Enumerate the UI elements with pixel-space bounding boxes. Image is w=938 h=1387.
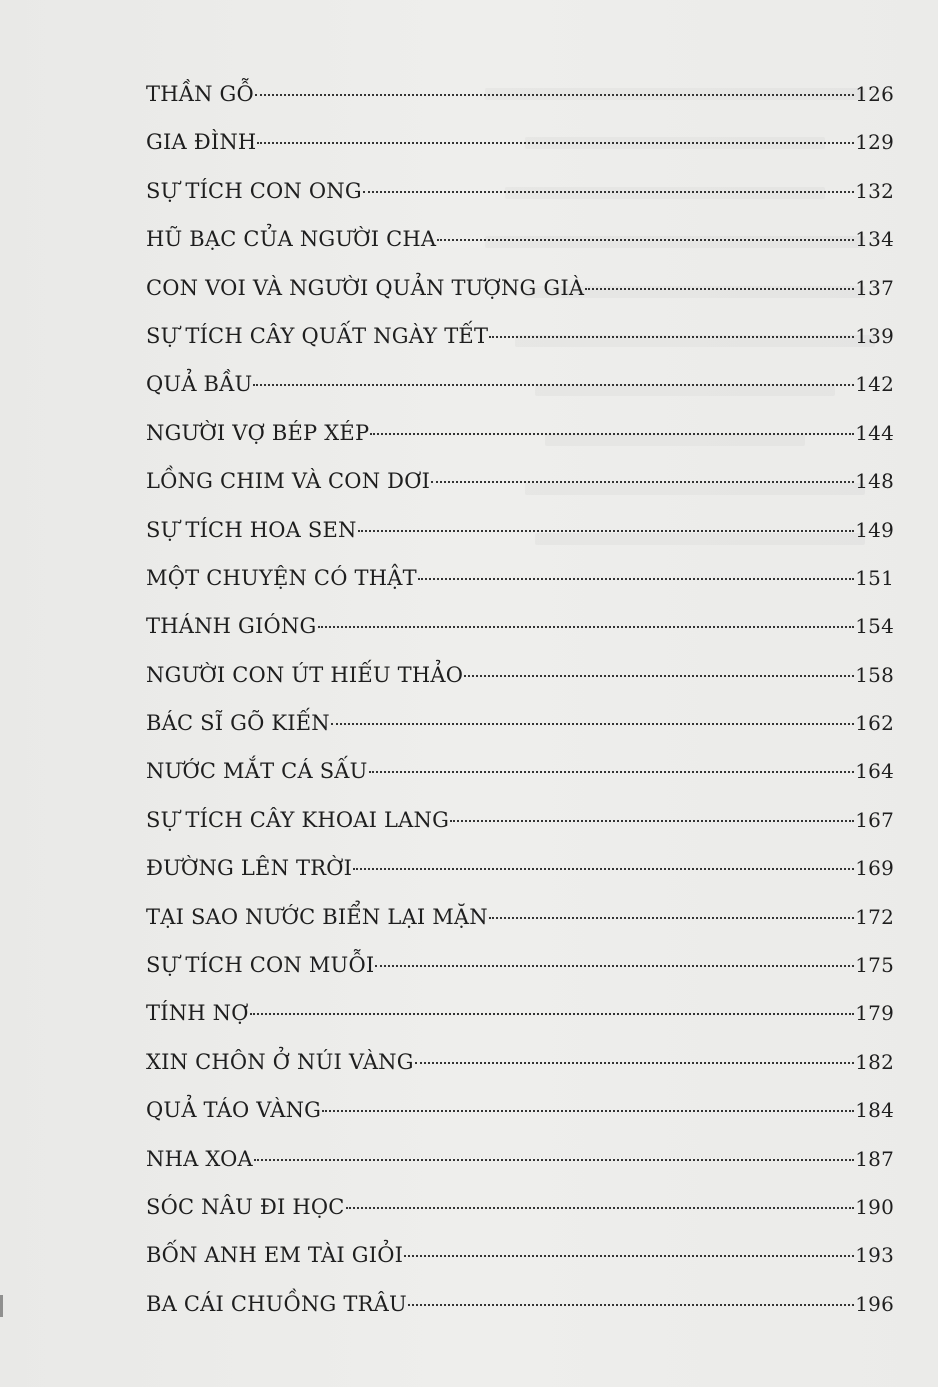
toc-entry-page: 167: [855, 807, 894, 832]
toc-entry-page: 142: [855, 372, 894, 397]
dot-leader: [370, 433, 854, 435]
toc-entry-title: XIN CHÔN Ở NÚI VÀNG: [146, 1049, 414, 1074]
toc-entry-page: 196: [855, 1291, 894, 1316]
toc-entry: [146, 421, 894, 469]
toc-entry: [146, 1098, 894, 1146]
toc-entry-title: SỰ TÍCH CON MUỖI: [146, 953, 375, 978]
toc-entry: [146, 276, 894, 324]
toc-entry-title: QUẢ TÁO VÀNG: [146, 1098, 322, 1123]
dot-leader: [375, 965, 854, 967]
toc-entry-page: 164: [855, 759, 894, 784]
toc-entry: [146, 1243, 894, 1291]
toc-entry: [146, 953, 894, 1001]
dot-leader: [418, 578, 854, 580]
toc-entry-title: GIA ĐÌNH: [146, 130, 257, 155]
dot-leader: [450, 820, 854, 822]
toc-entry-title: THÁNH GIÓNG: [146, 614, 317, 639]
toc-entry-page: 144: [855, 420, 894, 445]
toc-entry-title: LỒNG CHIM VÀ CON DƠI: [146, 469, 431, 494]
dot-leader: [254, 1159, 854, 1161]
toc-entry: [146, 1195, 894, 1243]
dot-leader: [404, 1255, 854, 1257]
toc-entry-page: 179: [855, 1001, 894, 1026]
dot-leader: [318, 626, 855, 628]
toc-entry-title: TẠI SAO NƯỚC BIỂN LẠI MẶN: [146, 904, 488, 929]
toc-entry-page: 172: [855, 904, 894, 929]
toc-entry-title: BỐN ANH EM TÀI GIỎI: [146, 1243, 404, 1268]
toc-entry-title: SỰ TÍCH CÂY KHOAI LANG: [146, 807, 450, 832]
toc-entry-title: NHA XOA: [146, 1146, 253, 1171]
dot-leader: [255, 94, 854, 96]
dot-leader: [322, 1110, 854, 1112]
toc-entry: [146, 759, 894, 807]
dot-leader: [253, 384, 854, 386]
toc-entry-page: 154: [855, 614, 894, 639]
toc-entry: [146, 905, 894, 953]
dot-leader: [257, 142, 854, 144]
dot-leader: [437, 239, 854, 241]
toc-entry: [146, 711, 894, 759]
toc-entry-page: 148: [855, 469, 894, 494]
toc-entry-title: BÁC SĨ GÕ KIẾN: [146, 711, 330, 736]
toc-entry: [146, 614, 894, 662]
toc-entry-title: HŨ BẠC CỦA NGƯỜI CHA: [146, 227, 437, 252]
dot-leader: [358, 530, 855, 532]
dot-leader: [363, 191, 854, 193]
toc-entry-page: 132: [855, 178, 894, 203]
toc-entry: [146, 469, 894, 517]
toc-entry-title: MỘT CHUYỆN CÓ THẬT: [146, 565, 417, 590]
toc-entry-title: SỰ TÍCH CON ONG: [146, 178, 362, 203]
dot-leader: [346, 1207, 855, 1209]
toc-entry: [146, 130, 894, 178]
dot-leader: [415, 1062, 854, 1064]
toc-entry: [146, 179, 894, 227]
dot-leader: [408, 1304, 854, 1306]
toc-entry-title: NGƯỜI VỢ BÉP XÉP: [146, 420, 370, 445]
toc-entry-page: 137: [855, 275, 894, 300]
toc-entry-page: 162: [855, 711, 894, 736]
dot-leader: [353, 868, 854, 870]
toc-entry-page: 175: [855, 953, 894, 978]
toc-entry-page: 184: [855, 1098, 894, 1123]
dot-leader: [489, 336, 854, 338]
toc-entry: [146, 82, 894, 130]
toc-entry-title: NƯỚC MẮT CÁ SẤU: [146, 759, 368, 784]
toc-entry-page: 134: [855, 227, 894, 252]
toc-entry: [146, 1147, 894, 1195]
toc-entry: [146, 518, 894, 566]
table-of-contents: [146, 82, 894, 1340]
toc-entry: [146, 663, 894, 711]
toc-entry: [146, 1050, 894, 1098]
toc-entry: [146, 856, 894, 904]
toc-entry: [146, 566, 894, 614]
dot-leader: [331, 723, 854, 725]
toc-entry-title: SỰ TÍCH HOA SEN: [146, 517, 357, 542]
dot-leader: [250, 1013, 855, 1015]
toc-entry-page: 149: [855, 517, 894, 542]
dot-leader: [489, 917, 854, 919]
toc-entry-title: ĐƯỜNG LÊN TRỜI: [146, 856, 353, 881]
toc-entry-page: 190: [855, 1194, 894, 1219]
toc-entry-title: QUẢ BẦU: [146, 372, 253, 397]
toc-entry-title: SỰ TÍCH CÂY QUẤT NGÀY TẾT: [146, 323, 489, 348]
toc-entry-page: 139: [855, 323, 894, 348]
page-edge-mark: [0, 1295, 3, 1317]
toc-entry-page: 169: [855, 856, 894, 881]
toc-entry-title: CON VOI VÀ NGƯỜI QUẢN TƯỢNG GIÀ: [146, 275, 585, 300]
toc-entry-page: 187: [855, 1146, 894, 1171]
dot-leader: [369, 771, 855, 773]
dot-leader: [431, 481, 854, 483]
toc-entry: [146, 324, 894, 372]
toc-entry-page: 182: [855, 1049, 894, 1074]
toc-entry-page: 193: [855, 1243, 894, 1268]
toc-entry-title: BA CÁI CHUỒNG TRÂU: [146, 1291, 407, 1316]
toc-entry-page: 151: [855, 565, 894, 590]
toc-entry: [146, 372, 894, 420]
toc-entry-title: THẦN GỖ: [146, 82, 254, 106]
toc-entry-page: 129: [855, 130, 894, 155]
toc-entry-title: SÓC NÂU ĐI HỌC: [146, 1194, 345, 1219]
toc-entry-title: NGƯỜI CON ÚT HIẾU THẢO: [146, 662, 464, 687]
toc-entry-title: TÍNH NỢ: [146, 1001, 249, 1026]
toc-entry-page: 158: [855, 662, 894, 687]
toc-entry: [146, 808, 894, 856]
toc-entry: [146, 1292, 894, 1340]
toc-entry: [146, 227, 894, 275]
toc-entry-page: 126: [855, 82, 894, 106]
dot-leader: [464, 675, 854, 677]
toc-entry: [146, 1001, 894, 1049]
dot-leader: [585, 288, 854, 290]
